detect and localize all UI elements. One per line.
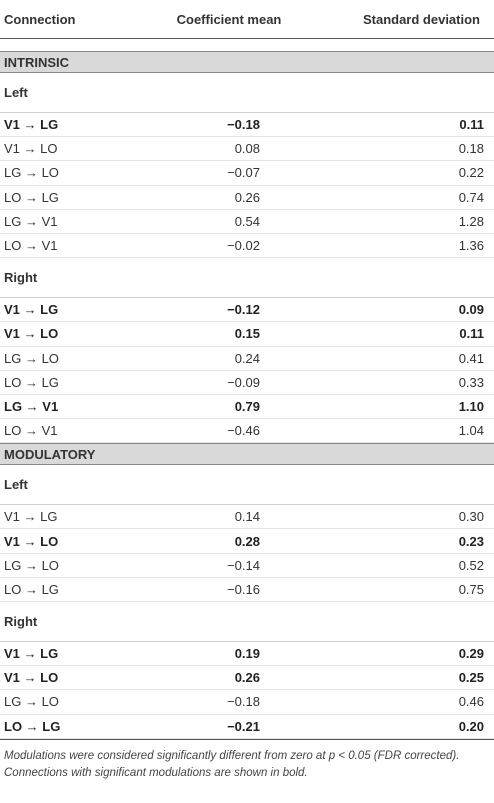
connection-cell: LG → LO (4, 557, 59, 573)
mean-cell: −0.02 (227, 238, 260, 254)
table-row (0, 322, 494, 346)
connection-cell: V1 → LG (4, 117, 59, 133)
mean-cell: −0.46 (227, 423, 260, 439)
mean-cell: −0.18 (227, 117, 260, 133)
table-row (0, 371, 494, 395)
table-row (0, 666, 494, 690)
sd-cell: 0.29 (458, 646, 484, 662)
connection-cell: V1 → LG (4, 302, 59, 318)
sd-cell: 0.09 (458, 302, 484, 318)
header-coefficient-mean: Coefficient mean (176, 11, 282, 27)
mean-cell: 0.24 (234, 350, 260, 366)
mean-cell: 0.15 (234, 326, 260, 342)
table-row (0, 234, 494, 258)
connection-cell: LG → LO (4, 694, 59, 710)
mean-cell: −0.07 (227, 165, 260, 181)
mean-cell: −0.21 (227, 718, 260, 734)
sd-cell: 0.11 (459, 326, 484, 342)
table-row (0, 186, 494, 210)
sd-cell: 0.11 (459, 117, 484, 133)
connection-cell: LO → V1 (4, 238, 58, 254)
connection-cell: V1 → LO (4, 533, 59, 549)
sd-cell: 0.75 (458, 581, 484, 597)
sd-cell: 1.04 (458, 423, 484, 439)
connection-cell: V1 → LG (4, 646, 59, 662)
connection-cell: LG → LO (4, 350, 59, 366)
table-body (0, 51, 494, 739)
mean-cell: 0.54 (234, 213, 260, 229)
header-gap (0, 39, 494, 51)
mean-cell: 0.14 (234, 509, 260, 525)
mean-cell: −0.09 (227, 374, 260, 390)
mean-cell: −0.12 (227, 302, 260, 318)
connection-cell: V1 → LO (4, 670, 59, 686)
group-label: Right (0, 602, 494, 642)
sd-cell: 0.20 (458, 718, 484, 734)
mean-cell: −0.18 (227, 694, 260, 710)
connection-cell: LG → LO (4, 165, 59, 181)
sd-cell: 0.23 (458, 533, 484, 549)
group-label: Left (0, 465, 494, 505)
connection-cell: V1 → LG (4, 509, 58, 525)
connection-cell: LG → V1 (4, 398, 59, 414)
table-row (0, 690, 494, 714)
mean-cell: −0.16 (227, 581, 260, 597)
connection-cell: LO → LG (4, 189, 59, 205)
sd-cell: 1.36 (458, 238, 484, 254)
table-row (0, 347, 494, 371)
table-row (0, 137, 494, 161)
connection-cell: LO → LG (4, 718, 61, 734)
table-row (0, 419, 494, 443)
group-label: Right (0, 258, 494, 298)
sd-cell: 0.30 (458, 509, 484, 525)
group-label: Left (0, 73, 494, 113)
sd-cell: 0.18 (458, 141, 484, 157)
mean-cell: 0.08 (234, 141, 260, 157)
table-row (0, 715, 494, 739)
table-row (0, 642, 494, 666)
mean-cell: −0.14 (227, 557, 260, 573)
table-row (0, 395, 494, 419)
section-header: MODULATORY (0, 443, 494, 465)
connection-cell: V1 → LO (4, 326, 59, 342)
sd-cell: 0.33 (458, 374, 484, 390)
table-row (0, 578, 494, 602)
table-row (0, 298, 494, 322)
table-row (0, 529, 494, 553)
mean-cell: 0.28 (234, 533, 260, 549)
connection-cell: V1 → LO (4, 141, 58, 157)
sd-cell: 0.46 (458, 694, 484, 710)
mean-cell: 0.19 (234, 646, 260, 662)
table-row (0, 161, 494, 185)
sd-cell: 0.41 (458, 350, 484, 366)
table-row (0, 554, 494, 578)
section-header: INTRINSIC (0, 51, 494, 73)
connection-cell: LO → V1 (4, 423, 58, 439)
sd-cell: 0.22 (458, 165, 484, 181)
connection-cell: LG → V1 (4, 213, 58, 229)
table-footnote: Modulations were considered significantly different from zero at p < 0.05 (FDR corrected). Connections with significant modulations are shown in bold. (0, 739, 494, 782)
sd-cell: 0.74 (458, 189, 484, 205)
connection-cell: LO → LG (4, 581, 59, 597)
mean-cell: 0.79 (234, 398, 260, 414)
sd-cell: 0.25 (458, 670, 484, 686)
table-row (0, 505, 494, 529)
table-row (0, 113, 494, 137)
table-row (0, 210, 494, 234)
header-standard-deviation: Standard deviation (362, 11, 480, 27)
mean-cell: 0.26 (234, 189, 260, 205)
mean-cell: 0.26 (234, 670, 260, 686)
header-connection: Connection (4, 11, 76, 27)
sd-cell: 1.28 (458, 213, 484, 229)
sd-cell: 1.10 (458, 398, 484, 414)
sd-cell: 0.52 (458, 557, 484, 573)
table-header (0, 0, 494, 39)
connection-cell: LO → LG (4, 374, 59, 390)
